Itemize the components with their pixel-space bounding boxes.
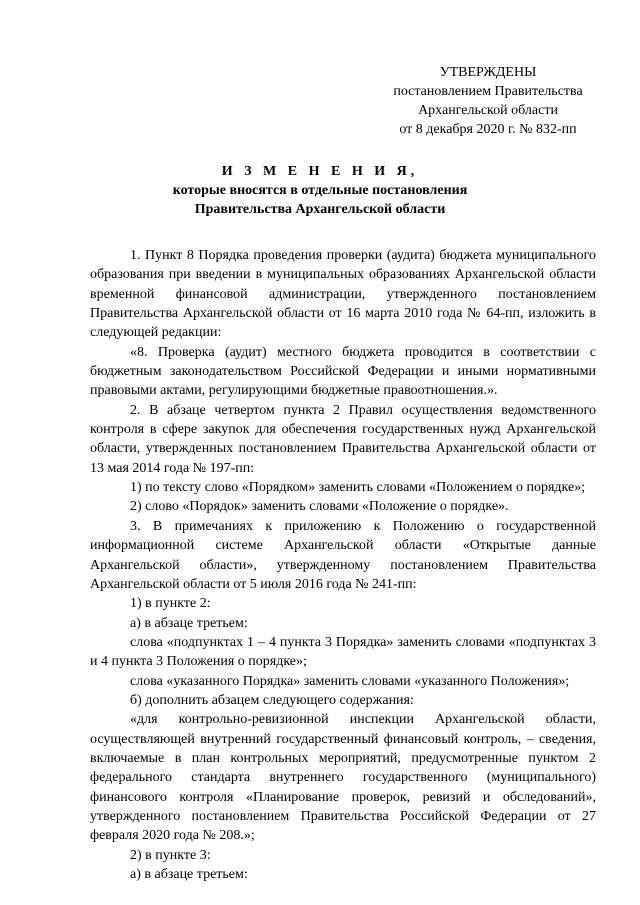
title-heading: И З М Е Н Е Н И Я, [221,164,419,179]
paragraph: 2. В абзаце четвертом пункта 2 Правил осуществления ведомственного контроля в сфере закупок для обеспечения государственных нужд Архангельской области, утвержденных постановлением Правительства Архангельской области от 13 мая 2014 года № 197-пп: [90,402,596,476]
approval-stamp [372,63,604,139]
approved-by-line: постановлением Правительства [393,84,583,99]
title-subheading-2: Правительства Архангельской области [194,202,446,217]
paragraph: 1) по тексту слово «Порядком» заменить словами «Положением о порядке»; [130,480,586,496]
document-body [90,246,596,884]
paragraph: 1. Пункт 8 Порядка проведения проверки (аудита) бюджета муниципального образования при введении в муниципальных образованиях Архангельской области временной финансовой администрации, утвержденного постановлением Правительства Архангельской области от 16 марта 2010 года № 64-пп, изложить в следующей редакции: [90,248,596,341]
paragraph: 2) слово «Порядок» заменить словами «Положение о порядке». [130,499,509,515]
title-subheading: которые вносятся в отдельные постановления [172,183,468,198]
paragraph: 3. В примечаниях к приложению к Положению о государственной информационной системе Архангельской области «Открытые данные Архангельской области», утвержденному постановлением Правительства Архангельской области от 5 июля 2016 года № 241-пп: [90,518,596,592]
paragraph: б) дополнить абзацем следующего содержания: [130,692,414,708]
paragraph: «8. Проверка (аудит) местного бюджета проводится в соответствии с бюджетным законодательством Российской Федерации и иными нормативными правовыми актами, регулирующими бюджетные правоотношения.». [90,344,596,399]
paragraph: 1) в пункте 2: [130,596,211,612]
document-title [0,162,640,219]
paragraph: 2) в пункте 3: [130,847,211,863]
paragraph: а) в абзаце третьем: [130,615,248,631]
paragraph: а) в абзаце третьем: [130,867,248,882]
paragraph: слова «указанного Порядка» заменить словами «указанного Положения»; [130,673,570,689]
approved-region-line: Архангельской области [418,103,558,118]
paragraph: «для контрольно-ревизионной инспекции Архангельской области, осуществляющей внутренний государственный финансовый контроль, – сведения, включаемые в план контрольных мероприятий, предусмотренные пунктом 2 федерального стандарта внутреннего государственного (муниципального) финансового контроля «Планирование проверок, ревизий и обследований», утвержденного постановлением Правительства Российской Федерации от 27 февраля 2020 года № 208.»; [90,712,596,844]
approved-date-line: от 8 декабря 2020 г. № 832-пп [399,122,577,137]
paragraph: слова «подпунктах 1 – 4 пункта 3 Порядка» заменить словами «подпунктах 3 и 4 пункта 3 Положения о порядке»; [90,634,596,670]
approved-heading: УТВЕРЖДЕНЫ [439,65,537,80]
